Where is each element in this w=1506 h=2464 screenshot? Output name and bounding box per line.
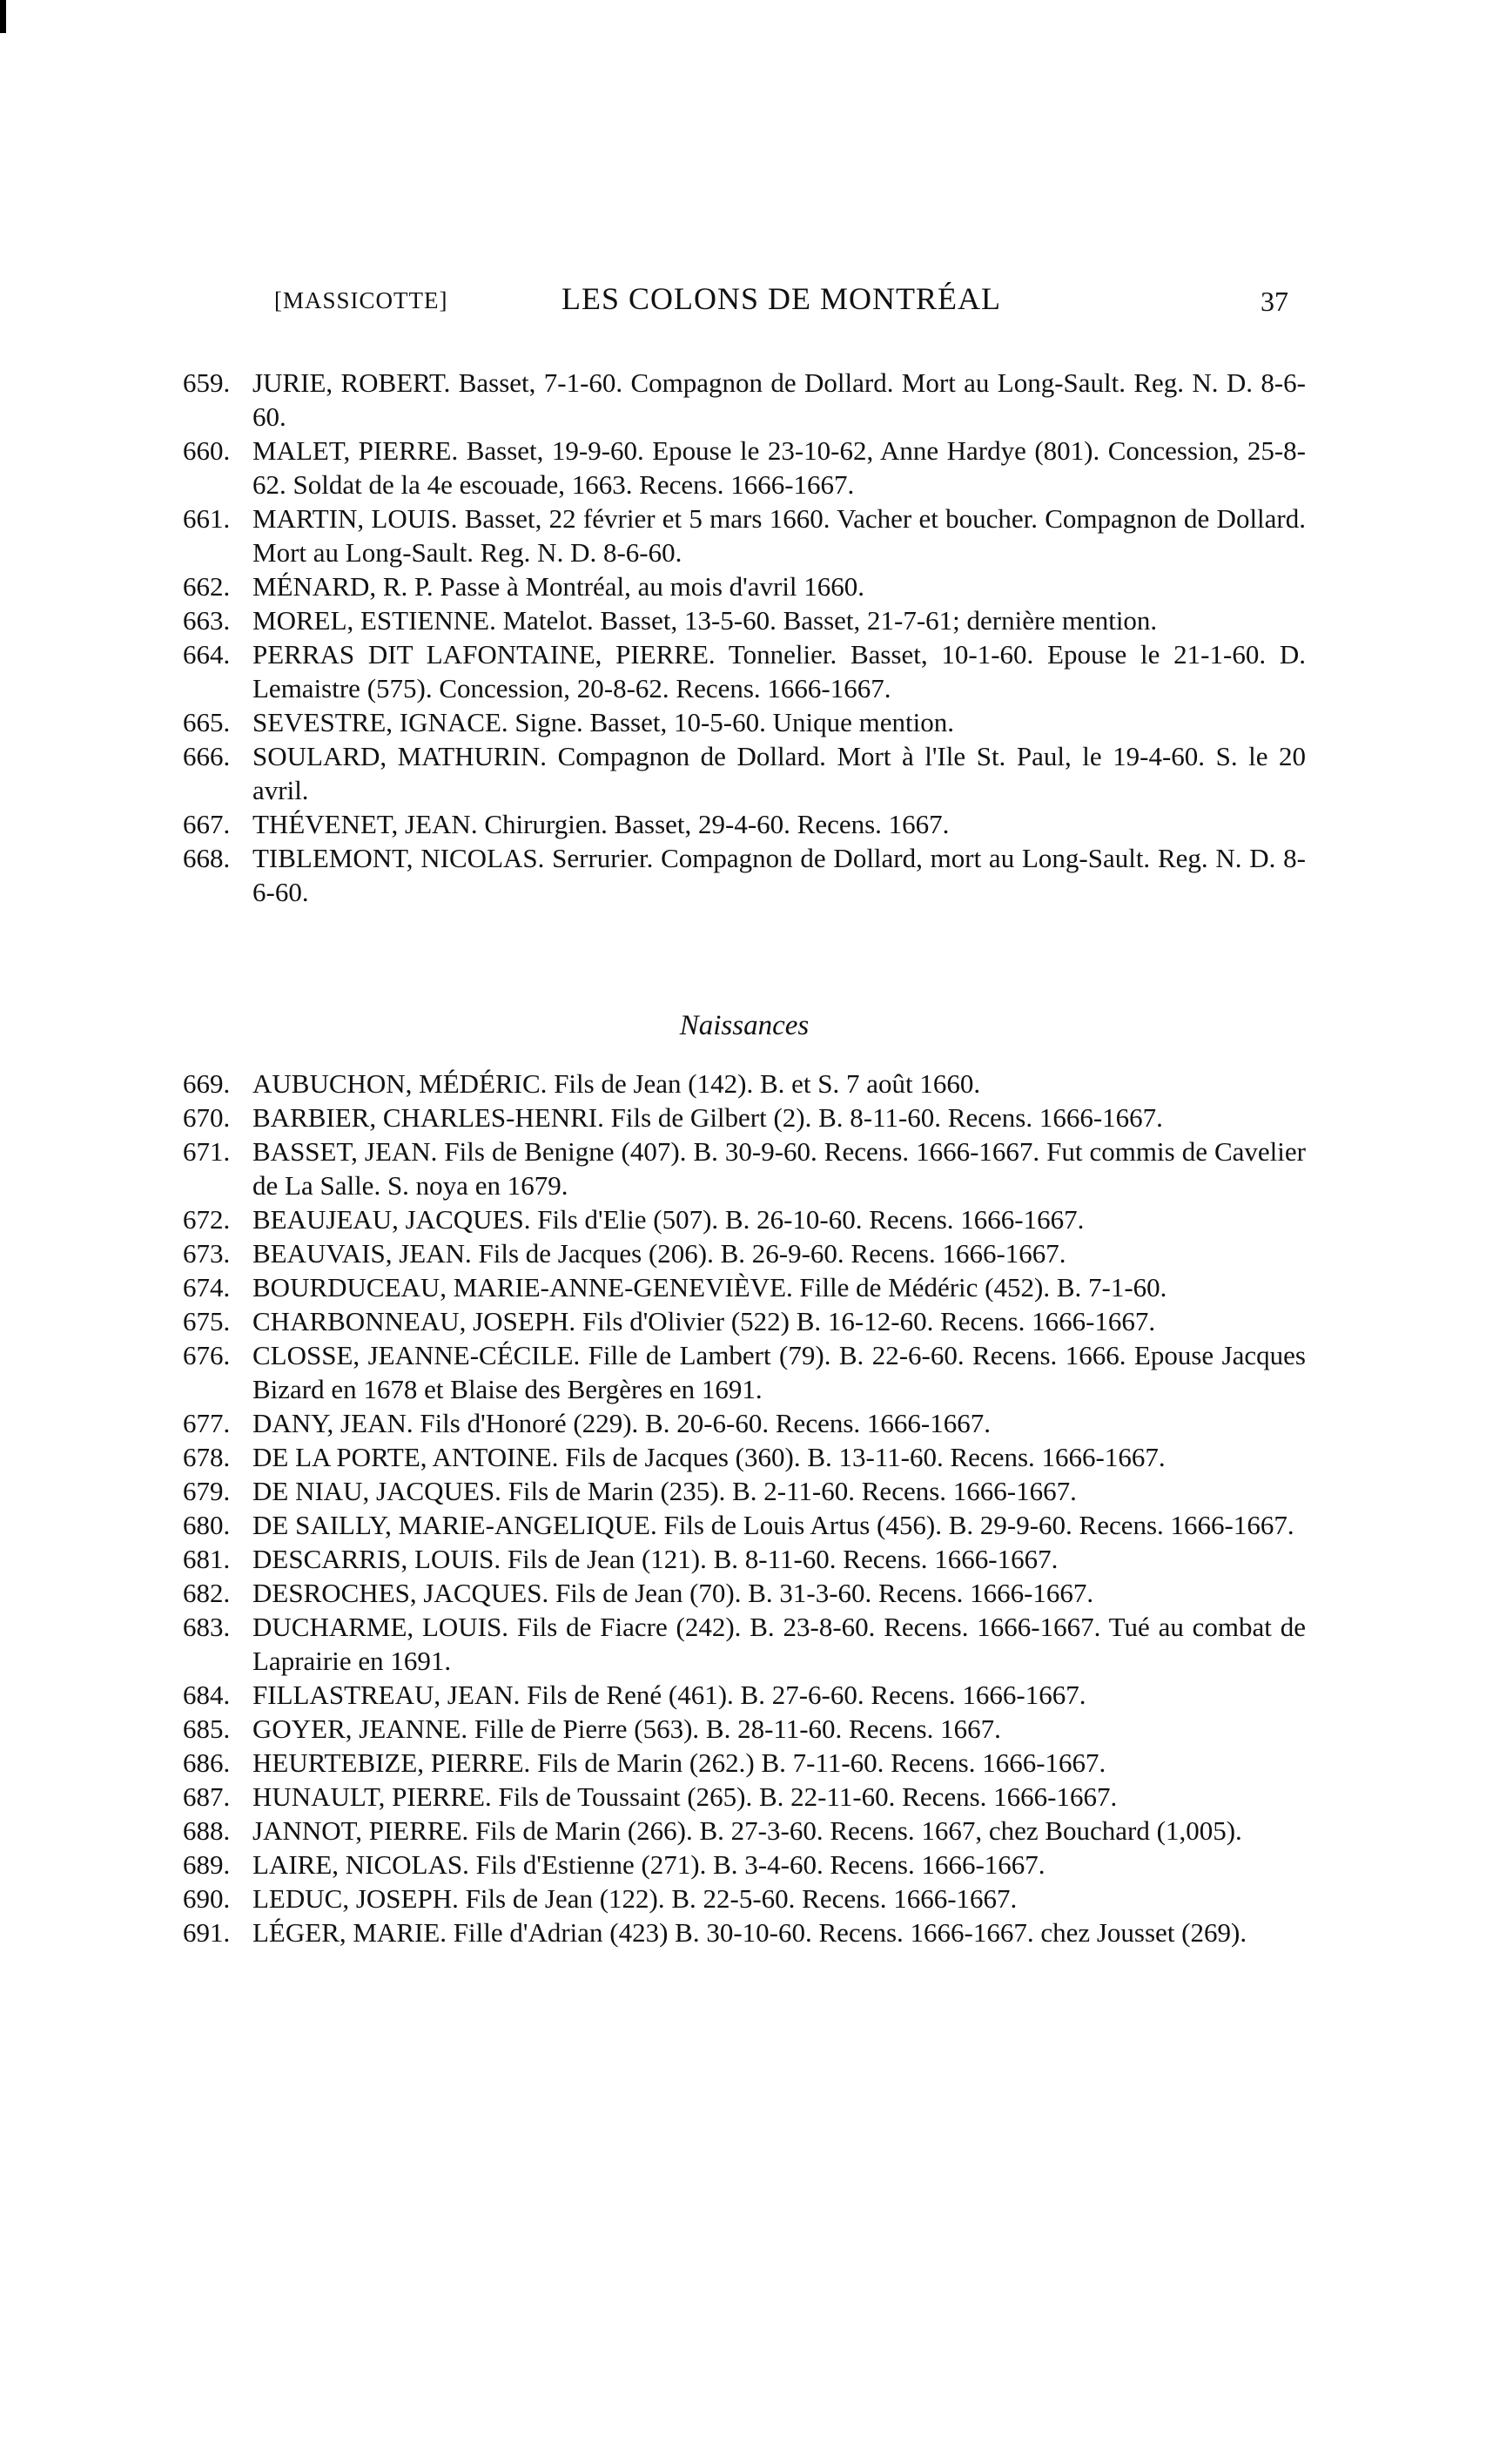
- entry-number: 682.: [183, 1578, 231, 1608]
- entry-674: [183, 1270, 1306, 1304]
- entry-name: BOURDUCEAU, MARIE-ANNE-GENEVIÈVE.: [252, 1272, 793, 1303]
- entry-body: [252, 1781, 1117, 1812]
- entry-text: Fils de Jean (122). B. 22-5-60. Recens. 1666-1667.: [458, 1883, 1018, 1914]
- entry-676: [183, 1338, 1306, 1406]
- entry-664: [183, 637, 1306, 705]
- entry-text: Fils de Louis Artus (456). B. 29-9-60. Recens. 1666-1667.: [656, 1510, 1294, 1540]
- entry-name: LAIRE, NICOLAS.: [252, 1849, 469, 1880]
- entry-name: DE NIAU, JACQUES.: [252, 1476, 501, 1506]
- entry-name: BEAUJEAU, JACQUES.: [252, 1204, 531, 1235]
- entry-name: CLOSSE, JEANNE-CÉCILE.: [252, 1340, 581, 1370]
- entry-text: Chirurgien. Basset, 29-4-60. Recens. 1667.: [477, 809, 950, 839]
- entry-text: Tonnelier. Basset, 10-1-60. Epouse le 21-1-60. D. Lemaistre (575). Concession, 20-8-62. Recens. 1666-1667.: [252, 639, 1306, 704]
- entry-number: 689.: [183, 1849, 231, 1880]
- entry-text: Serrurier. Compagnon de Dollard, mort au Long-Sault. Reg. N. D. 8-6-60.: [252, 843, 1306, 907]
- entry-name: CHARBONNEAU, JOSEPH.: [252, 1306, 576, 1336]
- section-title-naissances: Naissances: [679, 1010, 810, 1041]
- entry-number: 685.: [183, 1713, 231, 1744]
- entry-666: [183, 739, 1306, 807]
- entry-name: MOREL, ESTIENNE.: [252, 605, 496, 636]
- entry-body: [252, 1680, 1086, 1710]
- entry-671: [183, 1134, 1306, 1202]
- entry-text: Fils de Jean (142). B. et S. 7 août 1660.: [547, 1068, 981, 1099]
- entry-text: Fils de Jacques (206). B. 26-9-60. Recens. 1666-1667.: [471, 1238, 1066, 1269]
- entry-name: BARBIER, CHARLES-HENRI.: [252, 1102, 604, 1133]
- entry-number: 668.: [183, 843, 231, 873]
- entry-body: [252, 1204, 1084, 1235]
- entry-body: [252, 1442, 1166, 1472]
- entry-body: [252, 1544, 1058, 1574]
- entry-text: Signe. Basset, 10-5-60. Unique mention.: [508, 707, 954, 737]
- entry-number: 684.: [183, 1680, 231, 1710]
- entry-body: [252, 639, 1306, 704]
- entry-name: LEDUC, JOSEPH.: [252, 1883, 459, 1914]
- author-tag: [MASSICOTTE]: [274, 287, 448, 313]
- entry-name: DE SAILLY, MARIE-ANGELIQUE.: [252, 1510, 657, 1540]
- entry-name: SOULARD, MATHURIN.: [252, 741, 548, 771]
- entry-669: [183, 1067, 1306, 1101]
- entry-662: [183, 569, 1306, 603]
- entry-text: Fils de Gilbert (2). B. 8-11-60. Recens. 1666-1667.: [603, 1102, 1163, 1133]
- entry-number: 676.: [183, 1340, 231, 1370]
- entry-name: THÉVENET, JEAN.: [252, 809, 478, 839]
- entry-number: 687.: [183, 1781, 231, 1812]
- entry-body: [252, 605, 1157, 636]
- entry-number: 659.: [183, 367, 231, 398]
- entry-text: Fils de Benigne (407). B. 30-9-60. Recens. 1666-1667. Fut commis de Cavelier de La Salle. S. noya en 1679.: [252, 1136, 1306, 1201]
- entry-number: 674.: [183, 1272, 231, 1303]
- entry-number: 677.: [183, 1408, 231, 1438]
- entry-number: 663.: [183, 605, 231, 636]
- entry-body: [252, 1883, 1017, 1914]
- entry-name: DESCARRIS, LOUIS.: [252, 1544, 501, 1574]
- entry-number: 671.: [183, 1136, 231, 1167]
- entry-text: Fils d'Honoré (229). B. 20-6-60. Recens. 1666-1667.: [413, 1408, 991, 1438]
- entries-top: [183, 366, 1306, 909]
- entry-text: Fils de Jean (70). B. 31-3-60. Recens. 1666-1667.: [548, 1578, 1094, 1608]
- entry-661: [183, 502, 1306, 569]
- entry-name: HEURTEBIZE, PIERRE.: [252, 1747, 531, 1778]
- entry-668: [183, 841, 1306, 909]
- entry-name: AUBUCHON, MÉDÉRIC.: [252, 1068, 548, 1099]
- entry-682: [183, 1576, 1306, 1610]
- margin-mark: [0, 0, 6, 33]
- entry-number: 691.: [183, 1917, 231, 1948]
- entry-681: [183, 1542, 1306, 1576]
- entry-text: Fils de Marin (266). B. 27-3-60. Recens. 1667, chez Bouchard (1,005).: [468, 1815, 1242, 1846]
- entry-body: [252, 1306, 1155, 1336]
- entry-body: [252, 809, 949, 839]
- entry-body: [252, 707, 954, 737]
- entry-body: [252, 503, 1306, 568]
- entry-body: [252, 1713, 1001, 1744]
- entry-body: [252, 1136, 1306, 1201]
- entry-body: [252, 1612, 1306, 1676]
- entry-678: [183, 1440, 1306, 1474]
- entry-name: FILLASTREAU, JEAN.: [252, 1680, 521, 1710]
- entry-name: PERRAS DIT LAFONTAINE, PIERRE.: [252, 639, 716, 670]
- entry-687: [183, 1780, 1306, 1814]
- entry-663: [183, 603, 1306, 637]
- entry-body: [252, 1815, 1242, 1846]
- entry-688: [183, 1814, 1306, 1848]
- entry-number: 683.: [183, 1612, 231, 1642]
- entry-text: Fille de Lambert (79). B. 22-6-60. Recens. 1666. Epouse Jacques Bizard en 1678 et Blaise des Bergères en 1691.: [252, 1340, 1306, 1404]
- entry-679: [183, 1474, 1306, 1508]
- entry-691: [183, 1915, 1306, 1949]
- entry-number: 672.: [183, 1204, 231, 1235]
- entry-667: [183, 807, 1306, 841]
- entry-number: 680.: [183, 1510, 231, 1540]
- entry-number: 669.: [183, 1068, 231, 1099]
- entry-text: Fils de Marin (262.) B. 7-11-60. Recens. 1666-1667.: [530, 1747, 1106, 1778]
- entry-body: [252, 1068, 980, 1099]
- entry-number: 670.: [183, 1102, 231, 1133]
- entry-number: 681.: [183, 1544, 231, 1574]
- running-title: LES COLONS DE MONTRÉAL: [561, 281, 1001, 316]
- entry-659: [183, 366, 1306, 434]
- entry-text: Matelot. Basset, 13-5-60. Basset, 21-7-61; dernière mention.: [495, 605, 1158, 636]
- entry-text: Passe à Montréal, au mois d'avril 1660.: [433, 571, 865, 602]
- entry-text: Fils de Jacques (360). B. 13-11-60. Recens. 1666-1667.: [558, 1442, 1166, 1472]
- entry-text: Fille de Médéric (452). B. 7-1-60.: [792, 1272, 1167, 1303]
- entry-name: SEVESTRE, IGNACE.: [252, 707, 508, 737]
- entry-text: Fils d'Olivier (522) B. 16-12-60. Recens. 1666-1667.: [575, 1306, 1156, 1336]
- entry-name: JURIE, ROBERT.: [252, 367, 451, 398]
- entries-bottom: [183, 1067, 1306, 1949]
- entry-number: 664.: [183, 639, 231, 670]
- entry-text: Fils d'Estienne (271). B. 3-4-60. Recens. 1666-1667.: [468, 1849, 1045, 1880]
- entry-text: Fils d'Elie (507). B. 26-10-60. Recens. 1666-1667.: [530, 1204, 1085, 1235]
- page-number: 37: [1261, 286, 1288, 317]
- page-header: [274, 280, 1288, 324]
- entry-name: DANY, JEAN.: [252, 1408, 413, 1438]
- entry-name: MÉNARD, R. P.: [252, 571, 434, 602]
- entry-text: Fils de René (461). B. 27-6-60. Recens. 1666-1667.: [520, 1680, 1086, 1710]
- entry-name: TIBLEMONT, NICOLAS.: [252, 843, 545, 873]
- entry-body: [252, 1102, 1163, 1133]
- entry-text: Fils de Toussaint (265). B. 22-11-60. Recens. 1666-1667.: [491, 1781, 1118, 1812]
- entry-text: Fille d'Adrian (423) B. 30-10-60. Recens. 1666-1667. chez Jousset (269).: [447, 1917, 1247, 1948]
- entry-name: BASSET, JEAN.: [252, 1136, 438, 1167]
- entry-number: 667.: [183, 809, 231, 839]
- entry-number: 662.: [183, 571, 231, 602]
- entry-text: Fils de Marin (235). B. 2-11-60. Recens. 1666-1667.: [501, 1476, 1077, 1506]
- entry-683: [183, 1610, 1306, 1678]
- entry-body: [252, 367, 1306, 432]
- entry-number: 686.: [183, 1747, 231, 1778]
- entry-body: [252, 1476, 1077, 1506]
- entry-name: JANNOT, PIERRE.: [252, 1815, 469, 1846]
- entry-670: [183, 1101, 1306, 1134]
- entry-name: MALET, PIERRE.: [252, 435, 459, 466]
- entry-680: [183, 1508, 1306, 1542]
- entry-number: 679.: [183, 1476, 231, 1506]
- entry-name: DE LA PORTE, ANTOINE.: [252, 1442, 559, 1472]
- entry-number: 675.: [183, 1306, 231, 1336]
- entry-text: Basset, 7-1-60. Compagnon de Dollard. Mort au Long-Sault. Reg. N. D. 8-6-60.: [252, 367, 1307, 432]
- entry-name: DUCHARME, LOUIS.: [252, 1612, 508, 1642]
- entry-677: [183, 1406, 1306, 1440]
- entry-name: GOYER, JEANNE.: [252, 1713, 468, 1744]
- entry-body: [252, 571, 864, 602]
- entry-name: LÉGER, MARIE.: [252, 1917, 447, 1948]
- entry-number: 665.: [183, 707, 231, 737]
- entry-text: Fils de Fiacre (242). B. 23-8-60. Recens. 1666-1667. Tué au combat de Laprairie en 1691.: [252, 1612, 1306, 1676]
- entry-body: [252, 843, 1306, 907]
- entry-body: [252, 1747, 1106, 1778]
- entry-body: [252, 1340, 1306, 1404]
- entry-name: BEAUVAIS, JEAN.: [252, 1238, 472, 1269]
- entry-text: Fille de Pierre (563). B. 28-11-60. Recens. 1667.: [467, 1713, 1001, 1744]
- entry-text: Fils de Jean (121). B. 8-11-60. Recens. 1666-1667.: [501, 1544, 1059, 1574]
- entry-number: 690.: [183, 1883, 231, 1914]
- entry-number: 660.: [183, 435, 231, 466]
- entry-body: [252, 1272, 1166, 1303]
- entry-body: [252, 1408, 991, 1438]
- entry-685: [183, 1712, 1306, 1746]
- entry-body: [252, 435, 1306, 500]
- entry-body: [252, 1917, 1247, 1948]
- entry-number: 678.: [183, 1442, 231, 1472]
- entry-body: [252, 1510, 1294, 1540]
- entry-689: [183, 1848, 1306, 1882]
- entry-684: [183, 1678, 1306, 1712]
- entry-name: DESROCHES, JACQUES.: [252, 1578, 549, 1608]
- entry-number: 666.: [183, 741, 231, 771]
- entry-body: [252, 1238, 1066, 1269]
- entry-672: [183, 1202, 1306, 1236]
- entry-number: 661.: [183, 503, 231, 534]
- entry-name: HUNAULT, PIERRE.: [252, 1781, 492, 1812]
- entry-686: [183, 1746, 1306, 1780]
- entry-690: [183, 1882, 1306, 1915]
- entry-text: Basset, 19-9-60. Epouse le 23-10-62, Anne Hardye (801). Concession, 25-8-62. Soldat de la 4e escouade, 1663. Recens. 1666-1667.: [252, 435, 1306, 500]
- entry-name: MARTIN, LOUIS.: [252, 503, 458, 534]
- entry-675: [183, 1304, 1306, 1338]
- entry-673: [183, 1236, 1306, 1270]
- entry-number: 688.: [183, 1815, 231, 1846]
- entry-number: 673.: [183, 1238, 231, 1269]
- entry-body: [252, 1578, 1093, 1608]
- entry-body: [252, 1849, 1045, 1880]
- entry-body: [252, 741, 1306, 805]
- entry-665: [183, 705, 1306, 739]
- entry-660: [183, 434, 1306, 502]
- entry-text: Compagnon de Dollard. Mort à l'Ile St. Paul, le 19-4-60. S. le 20 avril.: [252, 741, 1307, 805]
- entry-text: Basset, 22 février et 5 mars 1660. Vacher et boucher. Compagnon de Dollard. Mort au Long-Sault. Reg. N. D. 8-6-60.: [252, 503, 1307, 568]
